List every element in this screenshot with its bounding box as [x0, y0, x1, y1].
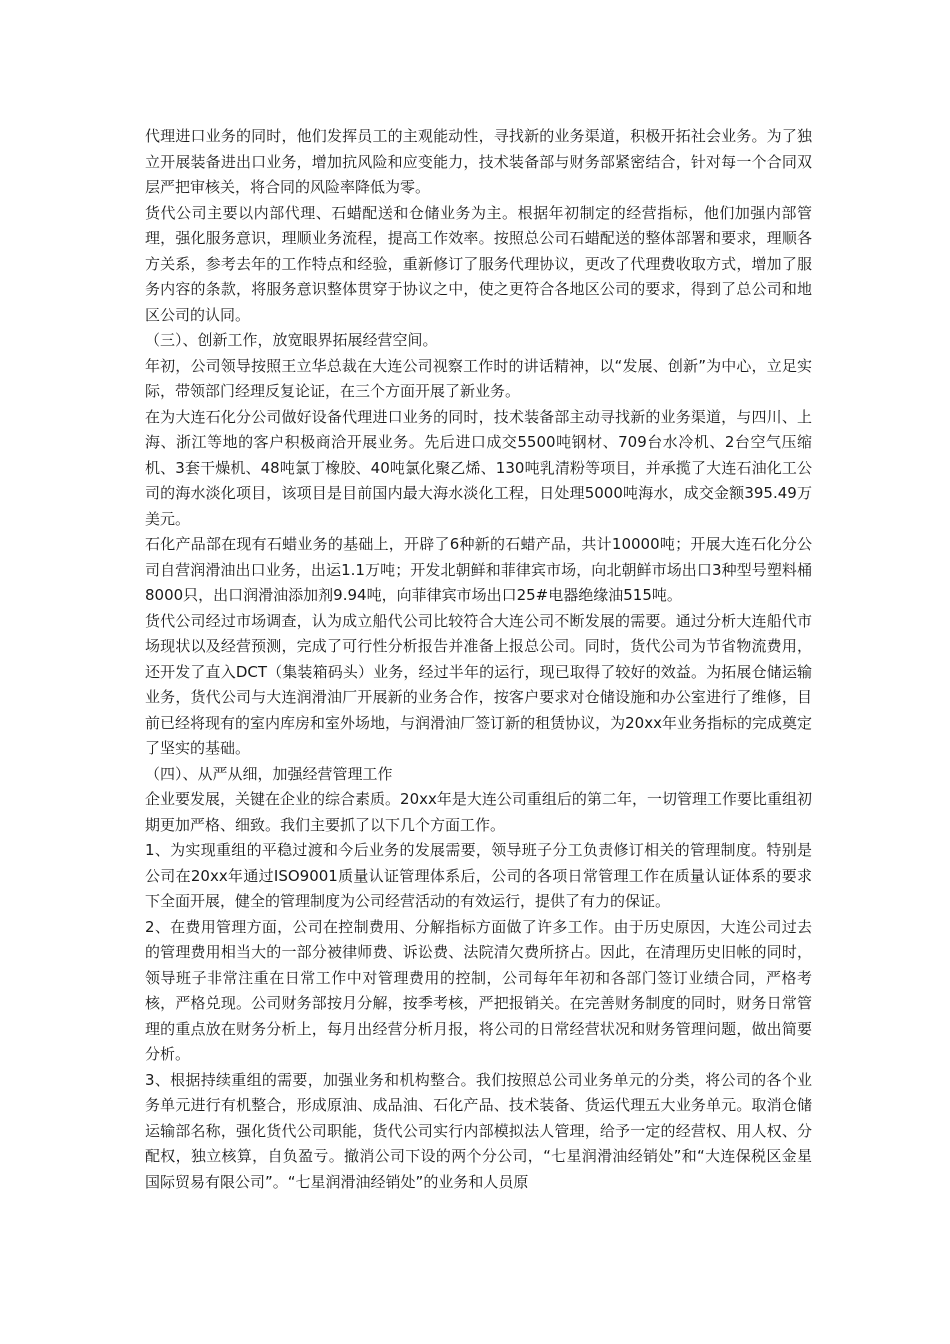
paragraph-management-system: 1、为实现重组的平稳过渡和今后业务的发展需要，领导班子分工负责修订相关的管理制度。特别是公司在20xx年通过ISO9001质量认证管理体系后，公司的各项日常管理工作在质量认证体系的要求下全面开展，健全的管理制度为公司经营活动的有效运行，提供了有力的保证。: [145, 841, 812, 910]
section-heading-management: （四）、从严从细，加强经营管理工作: [145, 764, 393, 783]
paragraph-new-business: 年初，公司领导按照王立华总裁在大连公司视察工作时的讲话精神，以“发展、创新”为中心，立足实际，带领部门经理反复论证，在三个方面开展了新业务。: [145, 356, 812, 400]
paragraph-petrochemical-products: 石化产品部在现有石蜡业务的基础上，开辟了6种新的石蜡产品，共计10000吨；开展大连石化分公司自营润滑油出口业务，出运1.1万吨；开发北朝鲜和菲律宾市场，向北朝鲜市场出口3种型号塑料桶8000只，出口润滑油添加剂9.94吨，向菲律宾市场出口25#电器绝缘油515吨。: [145, 535, 812, 604]
section-heading-innovation: （三）、创新工作，放宽眼界拓展经营空间。: [145, 331, 438, 349]
document-body: [145, 124, 812, 1195]
paragraph-freight-forwarding: 货代公司主要以内部代理、石蜡配送和仓储业务为主。根据年初制定的经营指标，他们加强内部管理，强化服务意识，理顺业务流程，提高工作效率。按照总公司石蜡配送的整体部署和要求，理顺各方关系，参考去年的工作特点和经验，重新修订了服务代理协议，更改了代理费收取方式，增加了服务内容的条款，将服务意识整体贯穿于协议之中，使之更符合各地区公司的要求，得到了总公司和地区公司的认同。: [145, 203, 812, 324]
paragraph-restructuring: 3、根据持续重组的需要，加强业务和机构整合。我们按照总公司业务单元的分类，将公司的各个业务单元进行有机整合，形成原油、成品油、石化产品、技术装备、货运代理五大业务单元。取消仓储运输部名称，强化货代公司职能，货代公司实行内部模拟法人管理，给予一定的经营权、用人权、分配权，独立核算，自负盈亏。撤消公司下设的两个分公司，“七星润滑油经销处”和“大连保税区金星国际贸易有限公司”。“七星润滑油经销处”的业务和人员原: [145, 1070, 812, 1191]
paragraph-shipping-agency: 货代公司经过市场调查，认为成立船代公司比较符合大连公司不断发展的需要。通过分析大连船代市场现状以及经营预测，完成了可行性分析报告并准备上报总公司。同时，货代公司为节省物流费用，还开发了直入DCT（集装箱码头）业务，经过半年的运行，现已取得了较好的效益。为拓展仓储运输业务，货代公司与大连润滑油厂开展新的业务合作，按客户要求对仓储设施和办公室进行了维修，目前已经将现有的室内库房和室外场地，与润滑油厂签订新的租赁协议，为20xx年业务指标的完成奠定了坚实的基础。: [145, 611, 812, 757]
paragraph-cost-management: 2、在费用管理方面，公司在控制费用、分解指标方面做了许多工作。由于历史原因，大连公司过去的管理费用相当大的一部分被律师费、诉讼费、法院清欠费所挤占。因此，在清理历史旧帐的同时，领导班子非常注重在日常工作中对管理费用的控制，公司每年年初和各部门签订业绩合同，严格考核，严格兑现。公司财务部按月分解，按季考核，严把报销关。在完善财务制度的同时，财务日常管理的重点放在财务分析上，每月出经营分析月报，将公司的日常经营状况和财务管理问题，做出简要分析。: [145, 917, 812, 1063]
paragraph-import-business: 代理进口业务的同时，他们发挥员工的主观能动性，寻找新的业务渠道，积极开拓社会业务。为了独立开展装备进出口业务，增加抗风险和应变能力，技术装备部与财务部紧密结合，针对每一个合同双层严把审核关，将合同的风险率降低为零。: [145, 127, 812, 196]
paragraph-equipment-import: 在为大连石化分公司做好设备代理进口业务的同时，技术装备部主动寻找新的业务渠道，与四川、上海、浙江等地的客户积极商洽开展业务。先后进口成交5500吨钢材、709台水冷机、2台空气压缩机、3套干燥机、48吨氯丁橡胶、40吨氯化聚乙烯、130吨乳清粉等项目，并承揽了大连石油化工公司的海水淡化项目，该项目是目前国内最大海水淡化工程，日处理5000吨海水，成交金额395.49万美元。: [145, 407, 812, 528]
paragraph-enterprise-quality: 企业要发展，关键在企业的综合素质。20xx年是大连公司重组后的第二年，一切管理工作要比重组初期更加严格、细致。我们主要抓了以下几个方面工作。: [145, 790, 812, 834]
